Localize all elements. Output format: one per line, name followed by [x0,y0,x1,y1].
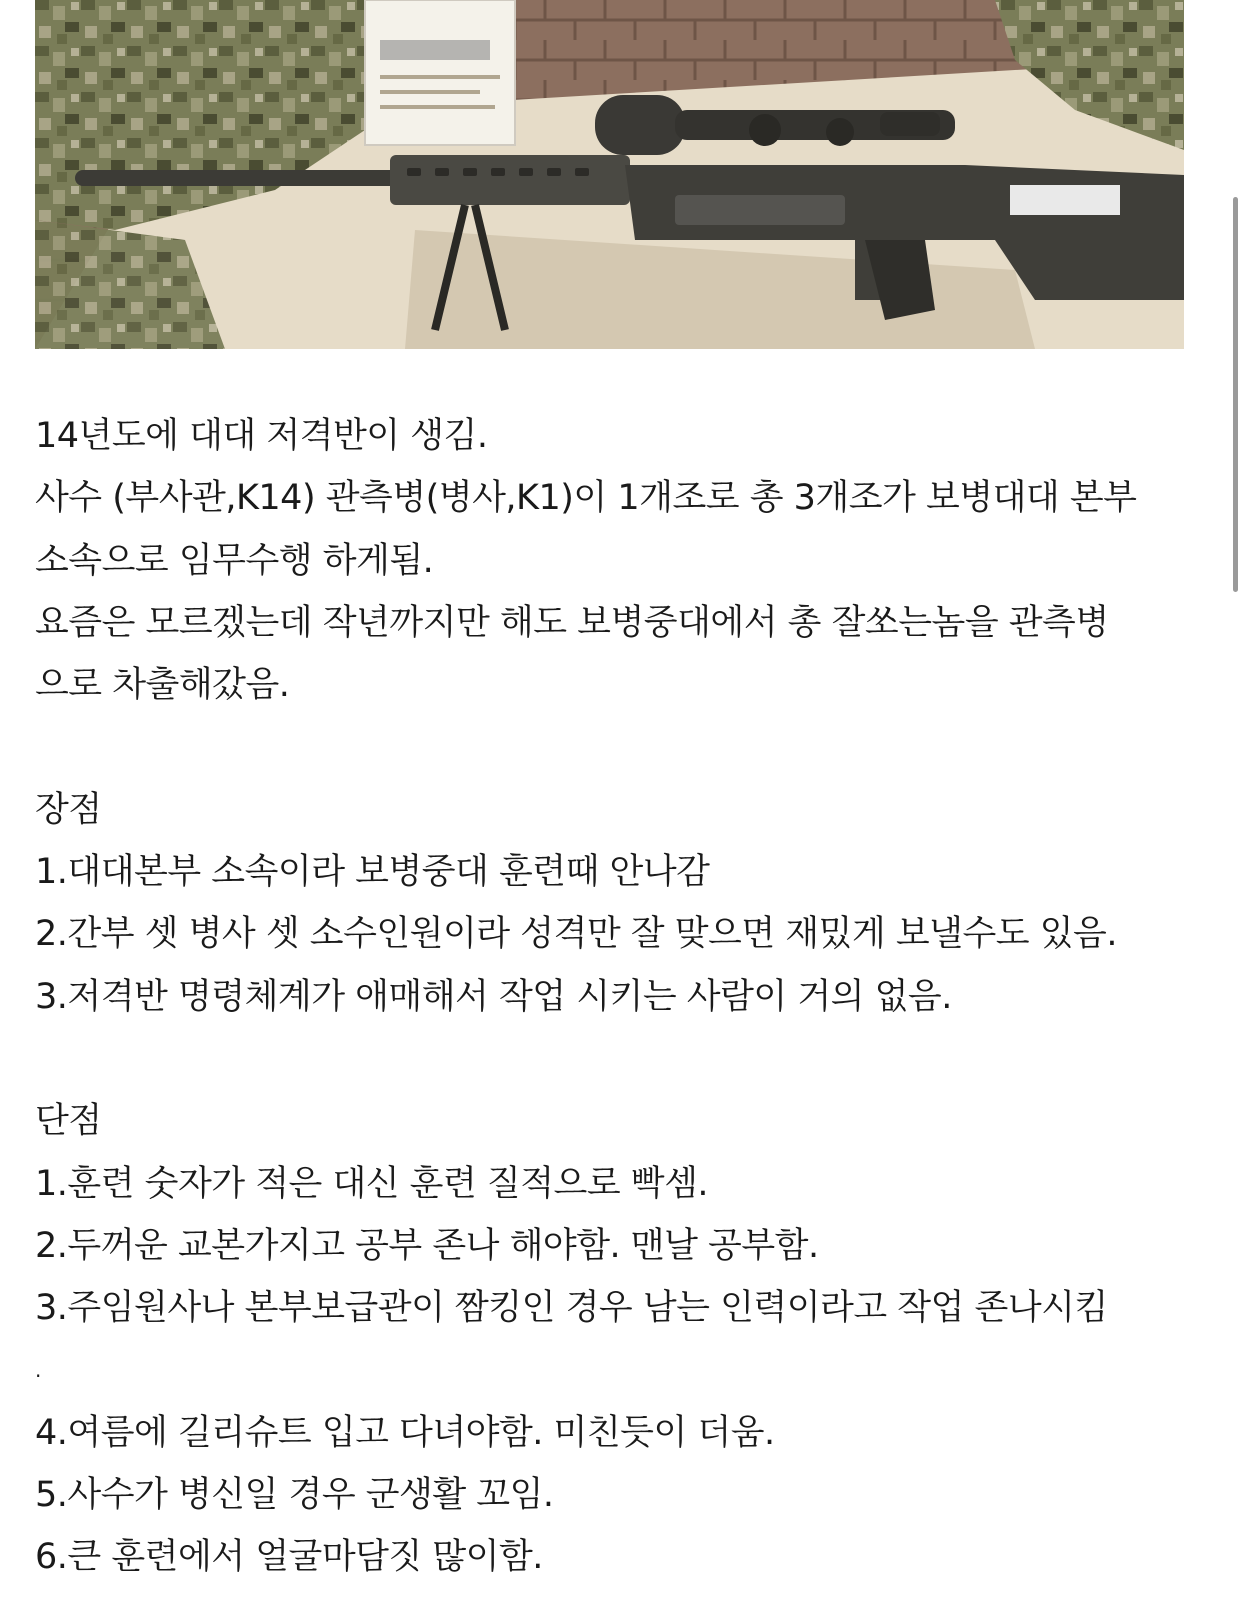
sniper-rifle-photo [35,0,1184,349]
pros-item: 1.대대본부 소속이라 보병중대 훈련때 안나감 [35,852,710,893]
cons-item: 1.훈련 숫자가 적은 대신 훈련 질적으로 빡셈. [35,1163,709,1204]
cons-item: 2.두꺼운 교본가지고 공부 존나 해야함. 맨날 공부함. [35,1225,819,1266]
pros-item: 3.저격반 명령체계가 애매해서 작업 시키는 사람이 거의 없음. [35,976,952,1017]
intro-line: 으로 차출해갔음. [35,665,290,706]
intro-line: 14년도에 대대 저격반이 생김. [35,416,488,456]
post-body [35,405,1195,1589]
pros-heading: 장점 [35,789,102,830]
intro-line: 사수 (부사관,K14) 관측병(병사,K1)이 1개조로 총 3개조가 보병대대 본부 [35,478,1137,519]
pros-item: 2.간부 셋 병사 셋 소수인원이라 성격만 잘 맞으면 재밌게 보낼수도 있음. [35,914,1117,955]
intro-line: 요즘은 모르겠는데 작년까지만 해도 보병중대에서 총 잘쏘는놈을 관측병 [35,602,1109,643]
paragraph-gap [35,1028,1195,1090]
cons-heading: 단점 [35,1101,102,1142]
scrollbar-thumb[interactable] [1233,197,1238,592]
paragraph-gap [35,716,1195,778]
cons-item: 3.주임원사나 본부보급관이 짬킹인 경우 남는 인력이라고 작업 존나시킴 [35,1288,1108,1329]
cons-item: 5.사수가 병신일 경우 군생활 꼬임. [35,1475,554,1516]
intro-line: 소속으로 임무수행 하게됨. [35,540,434,581]
cons-item-wrap: . [35,1358,41,1383]
cons-item: 4.여름에 길리슈트 입고 다녀야함. 미친듯이 더움. [35,1412,775,1453]
cons-item: 6.큰 훈련에서 얼굴마담짓 많이함. [35,1537,543,1578]
